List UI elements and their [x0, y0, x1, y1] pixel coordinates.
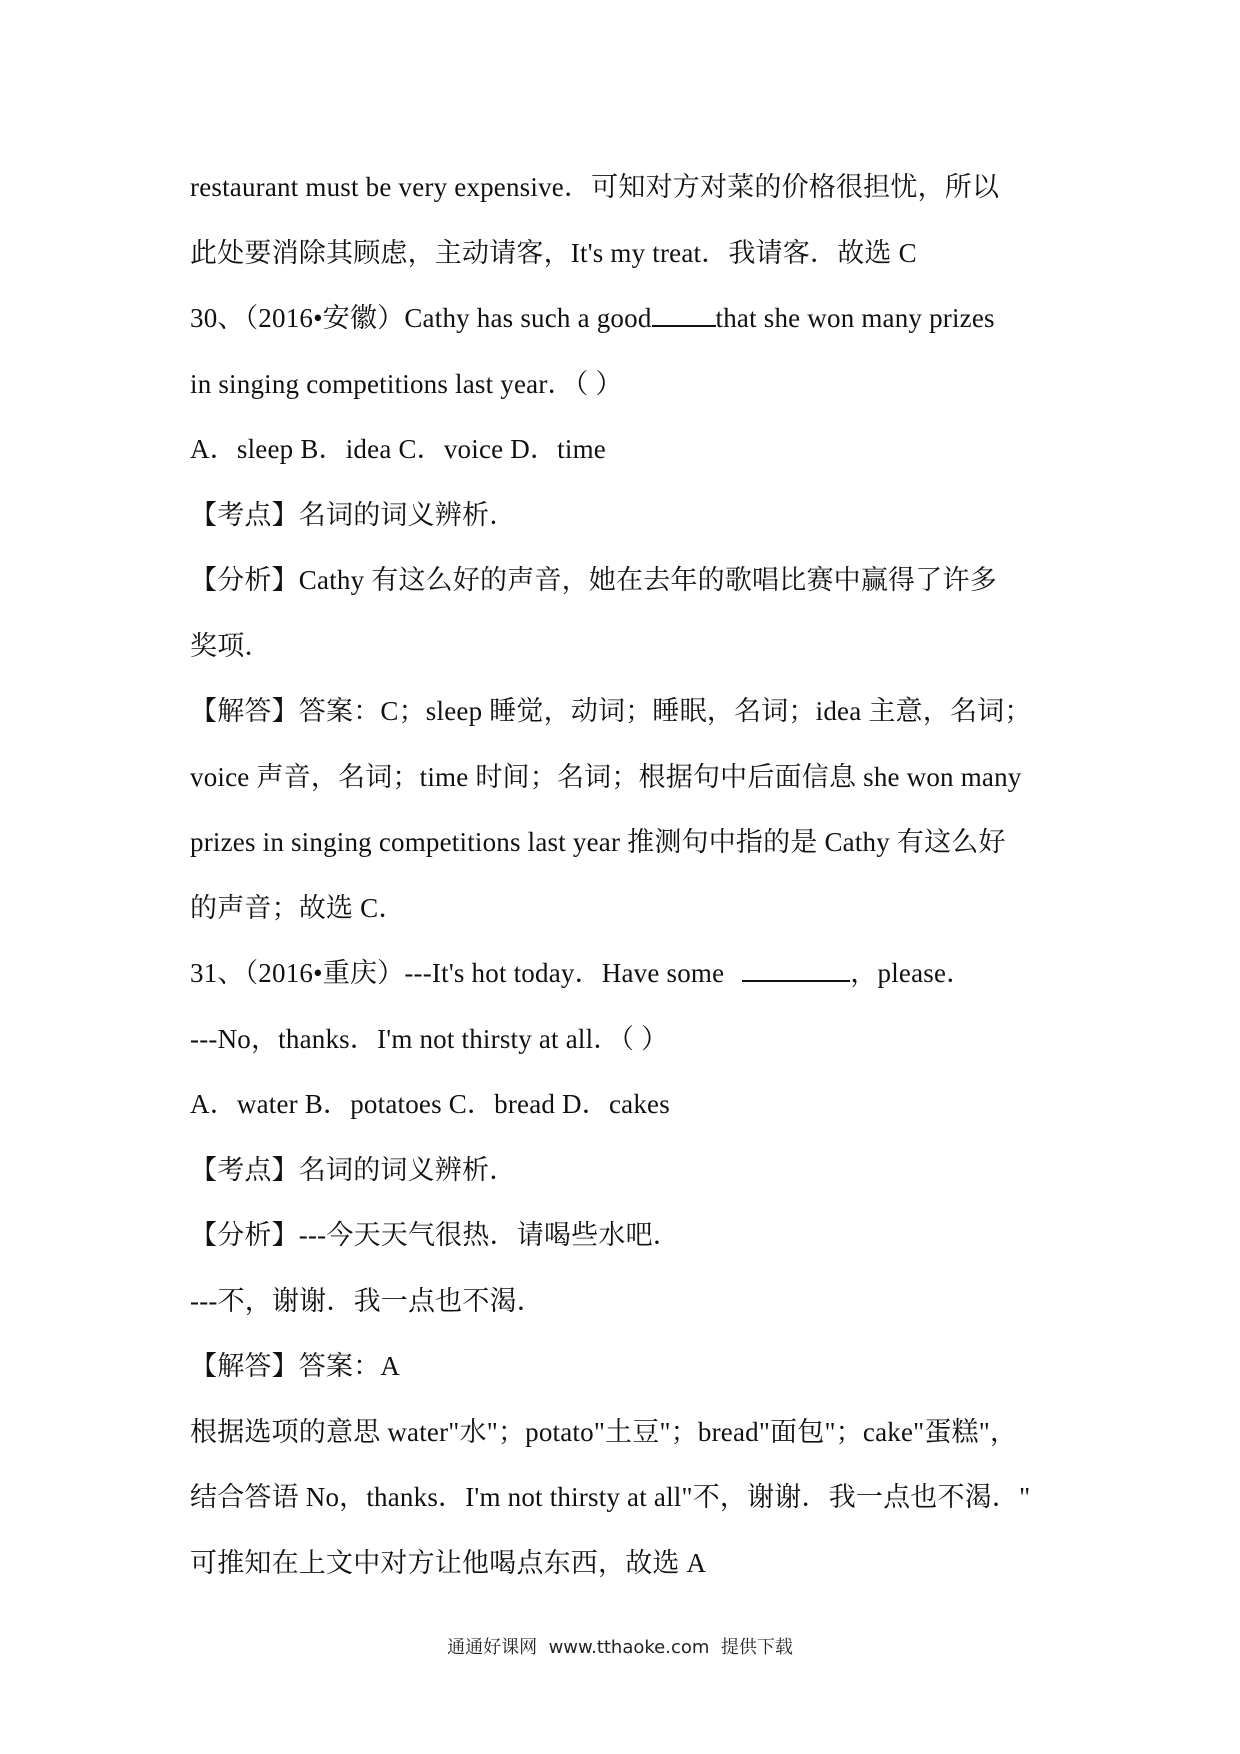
- text-line: restaurant must be very expensive．可知对方对菜的价格很担忧，所以: [190, 172, 1000, 202]
- text-line: 【解答】答案：C；sleep 睡觉，动词；睡眠，名词；idea 主意，名词；: [190, 696, 1032, 726]
- text-line: 根据选项的意思 water"水"；potato"土豆"；bread"面包"；cake"蛋糕"，: [190, 1416, 1018, 1447]
- text-line: voice 声音，名词；time 时间；名词；根据句中后面信息 she won many: [190, 761, 1022, 792]
- text-line: 可推知在上文中对方让他喝点东西，故选 A: [190, 1547, 707, 1578]
- question-30-stem-part2: that she won many prizes: [715, 303, 995, 333]
- text-line: 结合答语 No，thanks．I'm not thirsty at all"不，谢谢．我一点也不渴．": [190, 1482, 1031, 1512]
- text-line: 此处要消除其顾虑，主动请客，It's my treat．我请客．故选 C: [190, 237, 917, 268]
- text-line: in singing competitions last year．（ ）: [190, 368, 623, 399]
- text-line: ---No，thanks．I'm not thirsty at all．（ ）: [190, 1023, 669, 1054]
- document-body: [190, 155, 1070, 1596]
- text-line: 【考点】名词的词义辨析．: [190, 499, 517, 530]
- question-30-options: A．sleep B．idea C．voice D．time: [190, 434, 606, 464]
- question-30-stem: [190, 286, 1070, 352]
- question-30-stem-part1: 30、（2016•安徽）Cathy has such a good: [190, 303, 652, 333]
- answer-blank: [742, 958, 850, 982]
- question-31-stem-part2: ，please．: [850, 958, 974, 988]
- page-footer: 通通好课网 www.tthaoke.com 提供下载: [447, 1637, 793, 1658]
- question-31-options: A．water B．potatoes C．bread D．cakes: [190, 1089, 670, 1119]
- text-line: prizes in singing competitions last year 推测句中指的是 Cathy 有这么好: [190, 827, 1006, 857]
- text-line: 【分析】Cathy 有这么好的声音，她在去年的歌唱比赛中赢得了许多: [190, 565, 997, 595]
- text-line: 【考点】名词的词义辨析．: [190, 1154, 517, 1185]
- question-31-stem-part1: 31、（2016•重庆）---It's hot today．Have some: [190, 958, 725, 988]
- text-line: ---不，谢谢．我一点也不渴．: [190, 1285, 544, 1316]
- text-line: 【分析】---今天天气很热．请喝些水吧．: [190, 1220, 680, 1250]
- text-line: 【解答】答案：A: [190, 1351, 401, 1381]
- question-31-stem: [190, 941, 1070, 1007]
- text-line: 奖项．: [190, 630, 272, 661]
- text-line: 的声音；故选 C．: [190, 892, 406, 923]
- answer-blank: [652, 303, 716, 327]
